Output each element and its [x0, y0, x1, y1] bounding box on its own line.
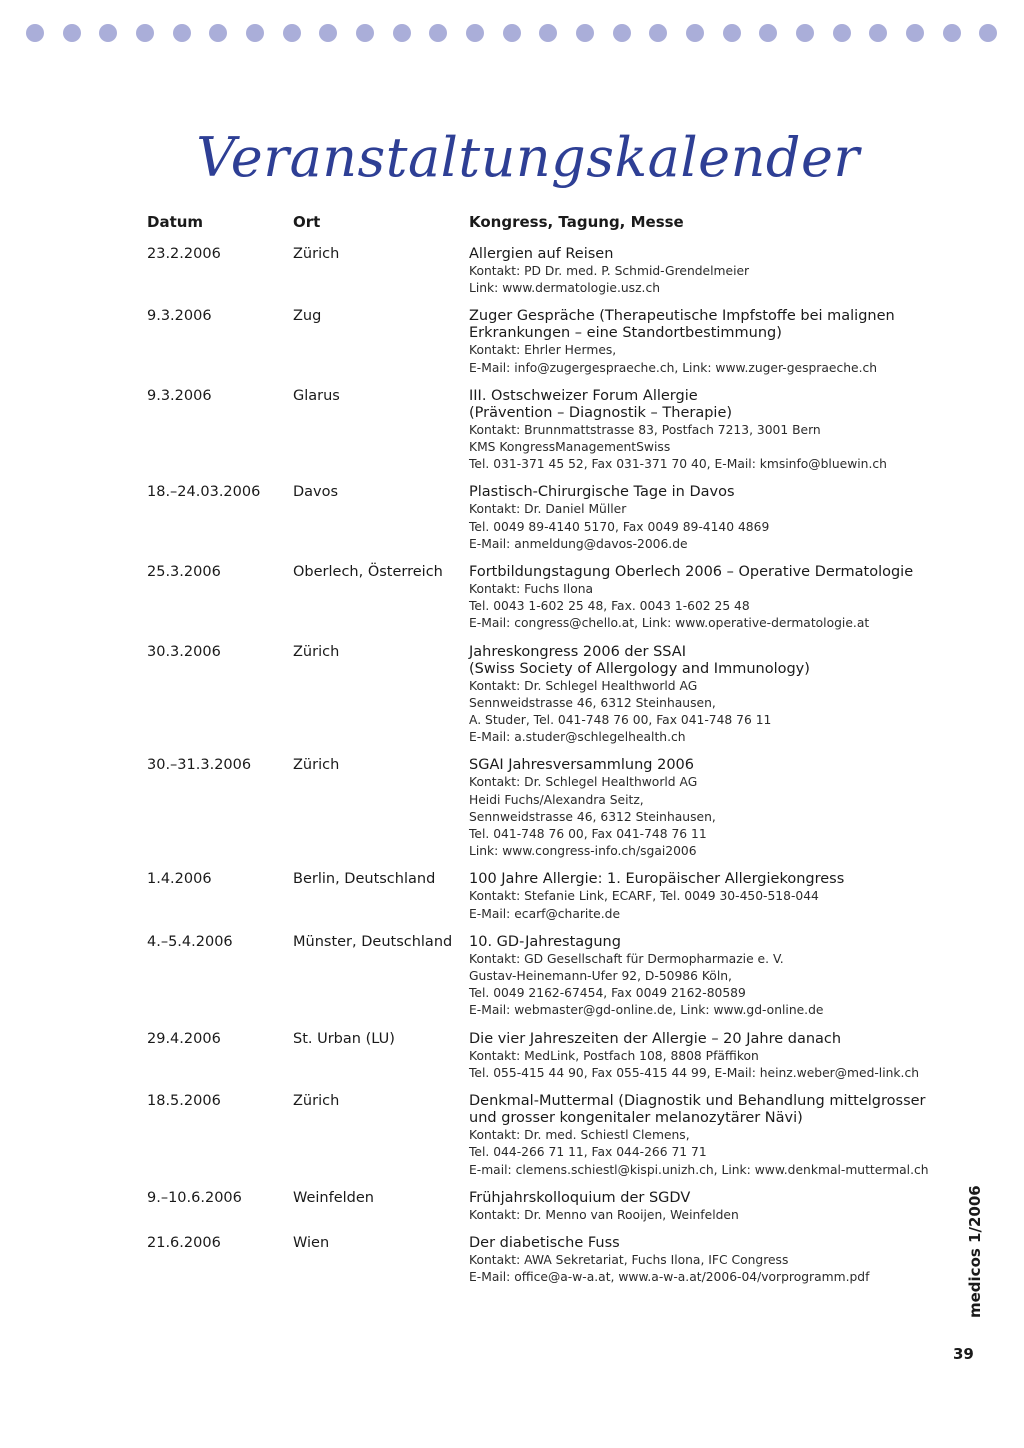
event-place: Zug	[293, 308, 322, 325]
decorative-dot	[613, 24, 631, 42]
event-title: SGAI Jahresversammlung 2006	[469, 757, 694, 774]
event-contact-line: Tel. 041-748 76 00, Fax 041-748 76 11	[469, 827, 707, 842]
table-row	[147, 934, 927, 1020]
decorative-dot	[759, 24, 777, 42]
decorative-dot	[99, 24, 117, 42]
decorative-dot	[869, 24, 887, 42]
event-place: Weinfelden	[293, 1189, 374, 1206]
event-info	[469, 757, 929, 860]
decorative-dot	[466, 24, 484, 42]
event-contact-line: Link: www.congress-info.ch/sgai2006	[469, 844, 697, 859]
event-place: Zürich	[293, 246, 340, 262]
event-title: Der diabetische Fuss	[469, 1234, 620, 1251]
decorative-dot	[979, 24, 997, 42]
event-place: Glarus	[293, 387, 340, 404]
event-info	[469, 934, 929, 1020]
event-calendar-table	[147, 213, 927, 1286]
decorative-dot	[503, 24, 521, 42]
event-date: 29.4.2006	[147, 1030, 221, 1047]
decorative-dot	[136, 24, 154, 42]
event-contact-line: A. Studer, Tel. 041-748 76 00, Fax 041-748 76 11	[469, 713, 772, 728]
decorative-dot	[943, 24, 961, 42]
event-place: Davos	[293, 484, 339, 501]
event-contact-line: E-Mail: congress@chello.at, Link: www.operative-dermatologie.at	[469, 616, 870, 631]
publication-label: medicos 1/2006	[966, 1185, 984, 1318]
event-info	[469, 871, 929, 922]
event-info	[469, 308, 929, 376]
event-contact-line: Heidi Fuchs/Alexandra Seitz,	[469, 792, 644, 807]
event-contact-line: E-Mail: webmaster@gd-online.de, Link: www.gd-online.de	[469, 1003, 824, 1018]
event-contact-line: Sennweidstrasse 46, 6312 Steinhausen,	[469, 809, 716, 824]
page-title: Veranstaltungskalender	[196, 126, 860, 189]
event-date: 18.5.2006	[147, 1093, 221, 1110]
event-contact-line: Kontakt: Dr. Daniel Müller	[469, 502, 627, 517]
event-title: III. Ostschweizer Forum Allergie	[469, 387, 698, 404]
event-contact-line: Kontakt: Fuchs Ilona	[469, 582, 594, 597]
event-contact-line: Kontakt: Brunnmattstrasse 83, Postfach 7213, 3001 Bern	[469, 422, 821, 437]
decorative-dot	[393, 24, 411, 42]
event-date: 30.–31.3.2006	[147, 757, 252, 774]
event-place: Münster, Deutschland	[293, 933, 453, 950]
table-row	[147, 871, 927, 922]
event-contact-line: Tel. 031-371 45 52, Fax 031-371 70 40, E-Mail: kmsinfo@bluewin.ch	[469, 457, 887, 472]
event-info	[469, 388, 929, 474]
table-row	[147, 564, 927, 633]
table-row	[147, 1235, 927, 1286]
event-info	[469, 246, 929, 297]
event-contact-line: E-Mail: ecarf@charite.de	[469, 906, 621, 921]
table-row	[147, 1031, 927, 1082]
decorative-dot	[63, 24, 81, 42]
decorative-dot	[539, 24, 557, 42]
decorative-dot	[246, 24, 264, 42]
event-date: 4.–5.4.2006	[147, 933, 233, 950]
event-contact-line: Kontakt: Dr. Schlegel Healthworld AG	[469, 678, 698, 693]
event-date: 25.3.2006	[147, 564, 221, 581]
event-contact-line: Tel. 055-415 44 90, Fax 055-415 44 99, E-Mail: heinz.weber@med-link.ch	[469, 1065, 920, 1080]
event-date: 9.3.2006	[147, 387, 212, 404]
event-contact-line: E-Mail: office@a-w-a.at, www.a-w-a.at/2006-04/vorprogramm.pdf	[469, 1270, 870, 1285]
event-date: 18.–24.03.2006	[147, 484, 261, 501]
decorative-dot	[723, 24, 741, 42]
event-contact-line: KMS KongressManagementSwiss	[469, 440, 671, 455]
event-place: Oberlech, Österreich	[293, 564, 443, 581]
decorative-dot	[26, 24, 44, 42]
table-row	[147, 757, 927, 860]
decorative-dot	[283, 24, 301, 42]
event-contact-line: Kontakt: Dr. med. Schiestl Clemens,	[469, 1128, 690, 1143]
table-row	[147, 1190, 927, 1224]
event-contact-line: Sennweidstrasse 46, 6312 Steinhausen,	[469, 695, 716, 710]
event-title: Fortbildungstagung Oberlech 2006 – Operative Dermatologie	[469, 564, 914, 581]
event-contact-line: Link: www.dermatologie.usz.ch	[469, 281, 661, 296]
decorative-dot	[209, 24, 227, 42]
event-contact-line: Kontakt: MedLink, Postfach 108, 8808 Pfäffikon	[469, 1048, 759, 1063]
event-date: 9.–10.6.2006	[147, 1189, 242, 1206]
event-place: St. Urban (LU)	[293, 1030, 395, 1047]
event-contact-line: Tel. 0049 89-4140 5170, Fax 0049 89-4140 4869	[469, 519, 770, 534]
event-info	[469, 1093, 929, 1179]
event-place: Berlin, Deutschland	[293, 871, 436, 888]
event-date: 30.3.2006	[147, 643, 221, 660]
table-row	[147, 246, 927, 297]
event-title: Jahreskongress 2006 der SSAI	[469, 643, 686, 660]
event-place: Zürich	[293, 757, 340, 774]
event-contact-line: Tel. 044-266 71 11, Fax 044-266 71 71	[469, 1145, 707, 1160]
event-info	[469, 644, 929, 747]
decorative-dot	[173, 24, 191, 42]
event-info	[469, 1190, 929, 1224]
event-date: 23.2.2006	[147, 246, 221, 262]
event-contact-line: Tel. 0043 1-602 25 48, Fax. 0043 1-602 25 48	[469, 599, 750, 614]
event-title: Plastisch-Chirurgische Tage in Davos	[469, 484, 735, 501]
decorative-dot	[649, 24, 667, 42]
event-title: Zuger Gespräche (Therapeutische Impfstoffe bei malignen	[469, 308, 895, 325]
event-date: 9.3.2006	[147, 308, 212, 325]
event-title: (Prävention – Diagnostik – Therapie)	[469, 404, 733, 421]
decorative-dot	[833, 24, 851, 42]
decorative-dot	[429, 24, 447, 42]
event-date: 21.6.2006	[147, 1234, 221, 1251]
decorative-dot	[686, 24, 704, 42]
header-place: Ort	[293, 213, 321, 231]
table-row	[147, 484, 927, 553]
event-info	[469, 484, 929, 553]
table-row	[147, 644, 927, 747]
event-place: Zürich	[293, 1093, 340, 1110]
event-contact-line: Kontakt: Dr. Schlegel Healthworld AG	[469, 775, 698, 790]
event-contact-line: E-Mail: info@zugergespraeche.ch, Link: www.zuger-gespraeche.ch	[469, 360, 878, 375]
event-contact-line: Kontakt: GD Gesellschaft für Dermopharmazie e. V.	[469, 951, 784, 966]
event-title: Denkmal-Muttermal (Diagnostik und Behandlung mittelgrosser	[469, 1093, 926, 1110]
decorative-dot	[356, 24, 374, 42]
event-title: (Swiss Society of Allergology and Immunology)	[469, 660, 810, 677]
decorative-dot	[576, 24, 594, 42]
table-row	[147, 1093, 927, 1179]
event-contact-line: Gustav-Heinemann-Ufer 92, D-50986 Köln,	[469, 969, 732, 984]
table-header	[147, 213, 927, 235]
event-info	[469, 1031, 929, 1082]
table-body	[147, 246, 927, 1286]
event-contact-line: Kontakt: PD Dr. med. P. Schmid-Grendelmeier	[469, 264, 750, 278]
event-title: Frühjahrskolloquium der SGDV	[469, 1189, 691, 1206]
event-info	[469, 564, 929, 633]
decorative-dot	[319, 24, 337, 42]
event-contact-line: E-Mail: anmeldung@davos-2006.de	[469, 536, 688, 551]
event-contact-line: Kontakt: Stefanie Link, ECARF, Tel. 0049 30-450-518-044	[469, 889, 819, 904]
event-contact-line: Kontakt: AWA Sekretariat, Fuchs Ilona, IFC Congress	[469, 1252, 789, 1267]
event-place: Wien	[293, 1234, 330, 1251]
table-row	[147, 308, 927, 376]
header-event: Kongress, Tagung, Messe	[469, 213, 684, 231]
event-contact-line: Tel. 0049 2162-67454, Fax 0049 2162-80589	[469, 986, 746, 1001]
event-info	[469, 1235, 929, 1286]
decorative-dot	[906, 24, 924, 42]
event-title: 100 Jahre Allergie: 1. Europäischer Allergiekongress	[469, 871, 845, 888]
event-title: und grosser kongenitaler melanozytärer Nävi)	[469, 1110, 803, 1127]
event-title: Erkrankungen – eine Standortbestimmung)	[469, 325, 782, 342]
event-title: Allergien auf Reisen	[469, 246, 614, 262]
event-contact-line: E-mail: clemens.schiestl@kispi.unizh.ch, Link: www.denkmal-muttermal.ch	[469, 1162, 929, 1177]
event-place: Zürich	[293, 643, 340, 660]
event-date: 1.4.2006	[147, 871, 212, 888]
table-row	[147, 388, 927, 474]
event-contact-line: Kontakt: Dr. Menno van Rooijen, Weinfelden	[469, 1207, 739, 1222]
event-contact-line: Kontakt: Ehrler Hermes,	[469, 343, 617, 358]
decorative-dot	[796, 24, 814, 42]
event-title: 10. GD-Jahrestagung	[469, 933, 621, 950]
header-date: Datum	[147, 213, 204, 231]
event-title: Die vier Jahreszeiten der Allergie – 20 Jahre danach	[469, 1030, 842, 1047]
page-number: 39	[953, 1345, 974, 1363]
event-contact-line: E-Mail: a.studer@schlegelhealth.ch	[469, 730, 686, 745]
decorative-dot-row	[26, 24, 1016, 44]
